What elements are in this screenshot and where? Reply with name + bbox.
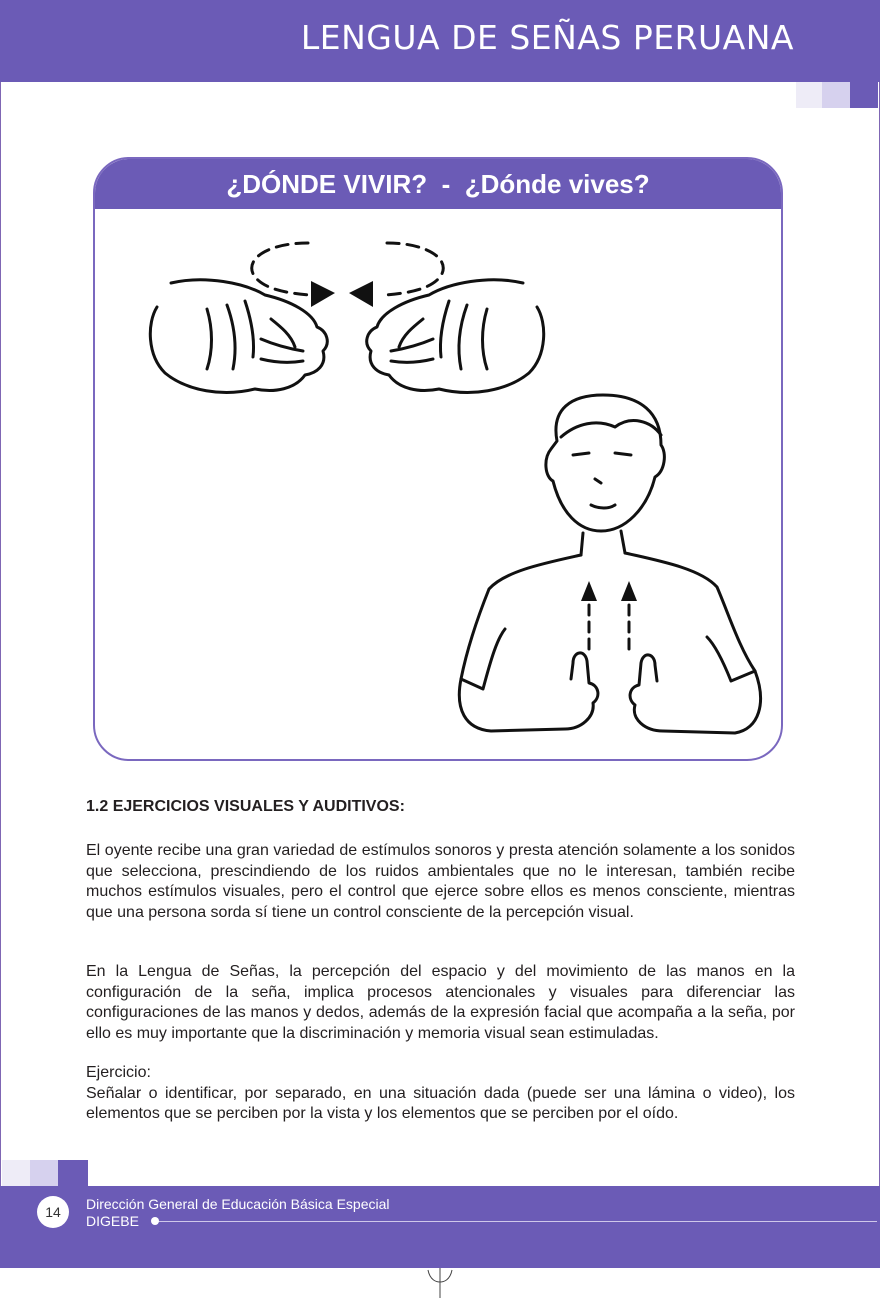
decor-square bbox=[796, 82, 822, 108]
paragraph: El oyente recibe una gran variedad de estímulos sonoros y presta atención solamente a los sonidos que selecciona, prescindiendo de los ruidos ambientales que no le interesan, también recibe muchos estímulos visuales, pero el control que ejerce sobre ellos es menos consciente, mientras que una persona sorda sí tiene un control consciente de la percepción visual. bbox=[86, 842, 795, 921]
person-head bbox=[546, 395, 664, 531]
exercise-text: Señalar o identificar, por separado, en una situación dada (puede ser una lámina o video), los elementos que se perciben por la vista y los elementos que se perciben por el oído. bbox=[86, 1084, 795, 1122]
decor-square bbox=[850, 82, 878, 108]
exercise-label: Ejercicio: bbox=[86, 1064, 151, 1081]
page-header-title: LENGUA DE SEÑAS PERUANA bbox=[300, 18, 794, 57]
decor-square bbox=[30, 1160, 58, 1186]
person-shirt bbox=[461, 553, 755, 689]
right-hand bbox=[367, 280, 544, 393]
card-title: ¿DÓNDE VIVIR? - ¿Dónde vives? bbox=[226, 169, 650, 199]
left-hand bbox=[150, 280, 327, 393]
person-left-arm bbox=[459, 653, 598, 731]
footer-divider bbox=[155, 1221, 877, 1222]
decor-square bbox=[2, 1160, 30, 1186]
decor-square bbox=[58, 1160, 88, 1186]
arrow-up-icon bbox=[581, 581, 597, 601]
crop-mark-icon bbox=[420, 1268, 460, 1298]
sign-illustration bbox=[95, 209, 781, 761]
footer-dot bbox=[151, 1217, 159, 1225]
motion-arrow-right bbox=[385, 243, 443, 295]
footer-institution: Dirección General de Educación Básica Especial bbox=[86, 1196, 390, 1212]
person-right-arm bbox=[630, 655, 760, 733]
exercise-block bbox=[86, 1063, 795, 1125]
decor-square bbox=[822, 82, 850, 108]
arrow-up-icon bbox=[621, 581, 637, 601]
page-number: 14 bbox=[37, 1196, 69, 1228]
motion-arrow-left bbox=[252, 243, 310, 295]
arrowhead-icon bbox=[349, 281, 373, 307]
section-heading: 1.2 EJERCICIOS VISUALES Y AUDITIVOS: bbox=[86, 798, 405, 815]
header-band bbox=[0, 0, 880, 82]
sign-illustration-card bbox=[93, 157, 783, 761]
paragraph: En la Lengua de Señas, la percepción del espacio y del movimiento de las manos en la configuración de la seña, implica procesos atencionales y visuales para diferenciar las configuraciones de las manos y dedos, además de la expresión facial que acompaña a la seña, por ello es muy importante que la discriminación y memoria visual sean estimuladas. bbox=[86, 963, 795, 1042]
arrowhead-icon bbox=[311, 281, 335, 307]
footer-acronym: DIGEBE bbox=[86, 1213, 139, 1229]
card-header bbox=[95, 159, 781, 209]
